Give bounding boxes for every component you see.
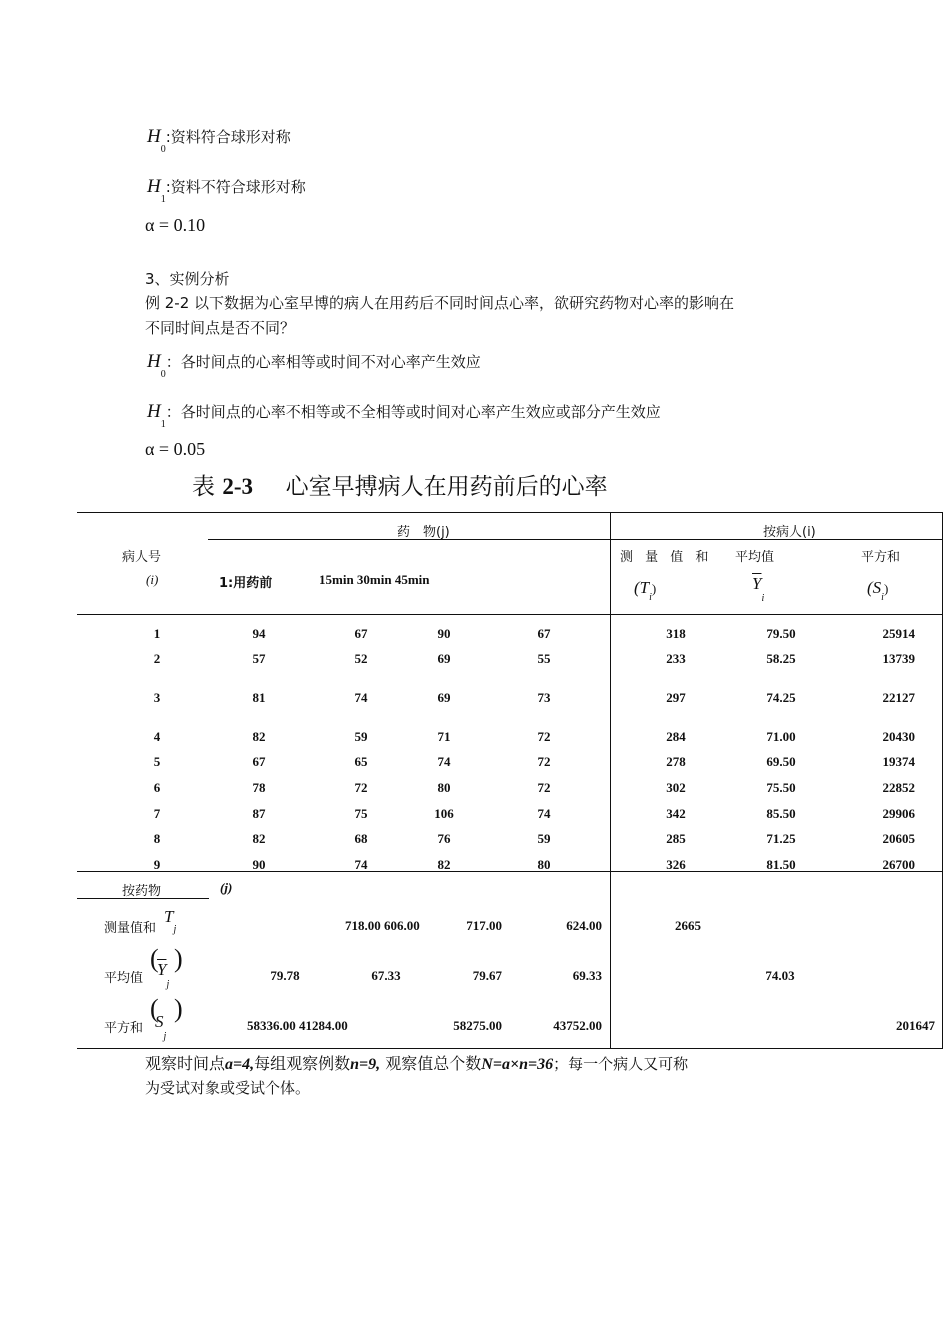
row-value: 67 (354, 626, 368, 641)
h0-line-2 (147, 351, 481, 380)
row-value: 67 (252, 754, 266, 769)
bottom-sq-sub: j (163, 1031, 167, 1042)
row-value: 74 (354, 857, 368, 872)
h0-line-1 (147, 126, 291, 155)
footer-c: 每组观察例数 (254, 1054, 351, 1073)
row-mean: 71.25 (766, 831, 796, 846)
row-measure-sum: 342 (666, 806, 686, 821)
by-drug-label: 按药物 (122, 884, 162, 899)
row-value: 80 (437, 780, 451, 795)
by-drug-j: (j) (220, 880, 233, 895)
table-title (192, 468, 608, 501)
table-top-rule (77, 512, 943, 513)
header-drug-col-1: 1:用药前 (219, 576, 273, 591)
bottom-measure-label: 测量值和 (104, 921, 157, 936)
bottom-sq-symbol (155, 1012, 167, 1042)
row-measure-sum: 233 (666, 651, 686, 666)
header-sub-rule (208, 539, 943, 540)
h1-subscript-2: 1 (160, 419, 166, 430)
h1-subscript: 1 (160, 194, 166, 205)
measure-symbol-text: (T (634, 578, 650, 597)
row-value: 52 (354, 651, 368, 666)
bottom-mean-val-3: 79.67 (472, 968, 502, 983)
row-value: 106 (434, 806, 454, 821)
row-value: 72 (537, 754, 551, 769)
mean-symbol-text: $\overline{Y}$ (752, 574, 762, 593)
bottom-measure-sub: j (173, 924, 177, 935)
row-square-sum: 13739 (882, 651, 915, 666)
row-measure-sum: 285 (666, 831, 686, 846)
bottom-mean-total: 74.03 (765, 968, 795, 983)
row-value: 74 (354, 690, 368, 705)
row-value: 82 (252, 831, 266, 846)
sq-symbol-sub: i (881, 592, 884, 603)
header-patient-i: (i) (146, 572, 159, 587)
table-title-prefix: 表 (192, 474, 215, 500)
footer-g: ；每一个病人又可称 (553, 1055, 689, 1073)
header-patient-no: 病人号 (122, 550, 162, 565)
row-id: 3 (153, 690, 161, 705)
row-id: 8 (153, 831, 161, 846)
measure-symbol-close: ) (651, 581, 657, 596)
header-sq-symbol (867, 578, 889, 603)
h1-line-1 (147, 176, 306, 205)
sq-symbol-close: ) (883, 581, 889, 596)
table-right-border (942, 512, 943, 1048)
row-value: 73 (537, 690, 551, 705)
bottom-mean-val-1: 79.78 (270, 968, 300, 983)
footer-e: 观察值总个数 (385, 1054, 482, 1073)
row-measure-sum: 278 (666, 754, 686, 769)
bottom-measure-val-1: 718.00 606.00 (345, 918, 420, 933)
bottom-sq-open-paren: ( (150, 994, 159, 1023)
row-value: 82 (252, 729, 266, 744)
row-id: 7 (153, 806, 161, 821)
bottom-mean-open-paren: ( (150, 944, 159, 973)
row-value: 69 (437, 651, 451, 666)
row-value: 74 (537, 806, 551, 821)
mean-symbol-sub: i (761, 593, 765, 604)
measure-symbol-sub: i (649, 592, 652, 603)
alpha-1: α = 0.10 (145, 215, 206, 235)
header-time-cols: 15min 30min 45min (319, 572, 430, 587)
row-value: 74 (437, 754, 451, 769)
header-patient-group: 按病人(i) (763, 525, 816, 540)
bottom-mean-val-4: 69.33 (572, 968, 602, 983)
h0-text-2: ：各时间点的心率相等或时间不对心率产生效应 (165, 353, 481, 371)
row-value: 69 (437, 690, 451, 705)
row-value: 72 (537, 729, 551, 744)
bottom-mean-symbol (157, 960, 170, 990)
row-value: 65 (354, 754, 368, 769)
footer-a: 观察时间点 (145, 1054, 226, 1073)
row-value: 90 (252, 857, 266, 872)
row-mean: 71.00 (766, 729, 796, 744)
row-value: 78 (252, 780, 266, 795)
row-value: 59 (354, 729, 368, 744)
bottom-measure-val-2: 717.00 (466, 918, 502, 933)
row-value: 55 (537, 651, 551, 666)
body-bottom-rule (77, 871, 943, 872)
row-value: 90 (437, 626, 451, 641)
bottom-measure-symbol (164, 907, 177, 935)
row-square-sum: 20605 (882, 831, 915, 846)
row-id: 4 (153, 729, 161, 744)
row-square-sum: 25914 (882, 626, 915, 641)
table-title-number: 2-3 (222, 474, 253, 499)
row-value: 68 (354, 831, 368, 846)
row-mean: 69.50 (766, 754, 796, 769)
header-mean-symbol (752, 574, 765, 604)
h0-symbol: H (147, 126, 161, 147)
row-square-sum: 26700 (882, 857, 915, 872)
row-square-sum: 29906 (882, 806, 915, 821)
table-divider (610, 512, 611, 1048)
bottom-sq-label: 平方和 (104, 1021, 144, 1036)
row-measure-sum: 318 (666, 626, 686, 641)
row-square-sum: 20430 (882, 729, 915, 744)
bottom-mean-sym: $\overline{Y}$ (157, 960, 167, 979)
row-id: 1 (153, 626, 161, 641)
bottom-sq-close-paren: ) (174, 994, 183, 1023)
row-mean: 79.50 (766, 626, 796, 641)
row-value: 76 (437, 831, 451, 846)
header-sq-label: 平方和 (861, 550, 901, 565)
header-measure-label: 测 量 值 和 (620, 550, 713, 565)
h1-text: :资料不符合球形对称 (165, 178, 306, 196)
row-id: 5 (153, 754, 161, 769)
bottom-sq-total: 201647 (896, 1018, 935, 1033)
example-line-2: 不同时间点是否不同？ (145, 319, 296, 337)
row-value: 72 (354, 780, 368, 795)
bottom-measure-total: 2665 (675, 918, 701, 933)
h1-text-2: ：各时间点的心率不相等或不全相等或时间对心率产生效应或部分产生效应 (165, 403, 661, 421)
header-mean-label: 平均值 (735, 550, 775, 565)
alpha-2: α = 0.05 (145, 439, 206, 459)
row-value: 72 (537, 780, 551, 795)
bottom-measure-sym: T (164, 907, 174, 926)
header-bottom-rule (77, 614, 943, 615)
h1-symbol-2: H (147, 401, 161, 422)
row-mean: 58.25 (766, 651, 796, 666)
row-mean: 81.50 (766, 857, 796, 872)
row-value: 75 (354, 806, 368, 821)
footer-d: n=9, (350, 1056, 381, 1073)
bottom-sq-sym: S (155, 1012, 164, 1031)
row-mean: 75.50 (766, 780, 796, 795)
table-title-text: 心室早搏病人在用药前后的心率 (285, 474, 608, 500)
row-square-sum: 22127 (882, 690, 915, 705)
row-value: 80 (537, 857, 551, 872)
row-measure-sum: 284 (666, 729, 686, 744)
bottom-sq-val-1: 58336.00 41284.00 (247, 1018, 348, 1033)
row-id: 6 (153, 780, 161, 795)
footer-b: a=4, (225, 1056, 255, 1073)
row-measure-sum: 297 (666, 690, 686, 705)
h0-subscript-2: 0 (160, 369, 166, 380)
row-square-sum: 22852 (882, 780, 915, 795)
h0-symbol-2: H (147, 351, 161, 372)
sq-symbol-text: (S (867, 578, 882, 597)
row-mean: 74.25 (766, 690, 796, 705)
footer-line-2: 为受试对象或受试个体。 (145, 1079, 311, 1097)
row-id: 9 (153, 857, 161, 872)
bottom-mean-sub: j (166, 979, 170, 990)
bottom-sq-val-3: 43752.00 (553, 1018, 602, 1033)
section-heading: 3、实例分析 (145, 270, 230, 288)
h1-line-2 (147, 401, 661, 430)
row-value: 71 (437, 729, 451, 744)
row-value: 67 (537, 626, 551, 641)
row-value: 81 (252, 690, 266, 705)
h1-symbol: H (147, 176, 161, 197)
row-value: 82 (437, 857, 451, 872)
row-square-sum: 19374 (882, 754, 915, 769)
header-measure-symbol (634, 578, 657, 603)
footer-f: N=a×n=36 (481, 1056, 554, 1073)
table-bottom-rule (77, 1048, 943, 1049)
h0-text: :资料符合球形对称 (165, 128, 291, 146)
header-drug-group: 药 物(j) (397, 525, 450, 540)
bottom-measure-val-3: 624.00 (566, 918, 602, 933)
row-value: 87 (252, 806, 266, 821)
bottom-mean-close-paren: ) (174, 944, 183, 973)
example-line-1: 例 2-2 以下数据为心室早博的病人在用药后不同时间点心率，欲研究药物对心率的影响在 (145, 294, 735, 312)
bottom-mean-val-2: 67.33 (371, 968, 401, 983)
bottom-mean-label: 平均值 (104, 971, 144, 986)
h0-subscript: 0 (160, 144, 166, 155)
row-value: 57 (252, 651, 266, 666)
row-value: 94 (252, 626, 266, 641)
row-mean: 85.50 (766, 806, 796, 821)
bottom-sq-val-2: 58275.00 (453, 1018, 502, 1033)
row-value: 59 (537, 831, 551, 846)
row-measure-sum: 326 (666, 857, 686, 872)
row-id: 2 (153, 651, 161, 666)
footer-line-1 (145, 1051, 688, 1074)
row-measure-sum: 302 (666, 780, 686, 795)
